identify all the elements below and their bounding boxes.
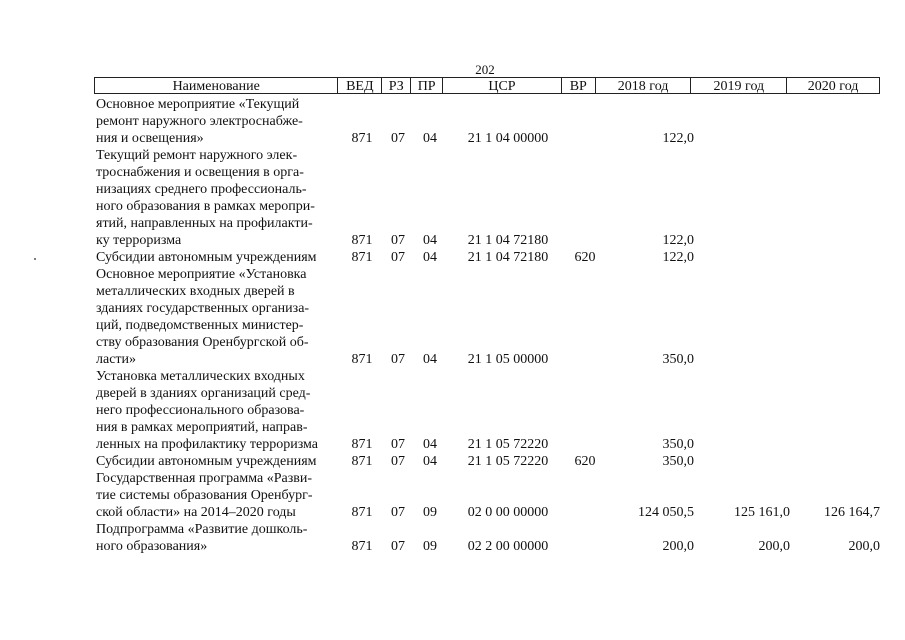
row-name: Подпрограмма «Развитие дошколь- ного образования»	[96, 522, 308, 554]
row-csr: 02 2 00 00000	[467, 539, 549, 554]
row-ved: 871	[351, 233, 373, 248]
row-name: Текущий ремонт наружного элек- троснабжения и освещения в орга- низациях среднего профессиональ- ного образования в рамках меропри- ятий, направленных на профилакти- ку терроризма	[96, 148, 315, 248]
row-2019: 125 161,0	[734, 505, 790, 520]
header-2018: 2018 год	[596, 78, 692, 93]
table-row	[96, 453, 880, 470]
row-ved: 871	[351, 454, 373, 469]
row-name: Государственная программа «Разви- тие системы образования Оренбург- ской области» на 2014–2020 годы	[96, 471, 313, 520]
table-row	[96, 521, 880, 555]
row-ved: 871	[351, 539, 373, 554]
row-2019: 200,0	[758, 539, 790, 554]
row-pr: 09	[423, 539, 437, 554]
row-vr: 620	[574, 250, 596, 265]
row-2018: 350,0	[662, 454, 694, 469]
table-header	[94, 77, 880, 94]
table-row	[96, 147, 880, 249]
row-ved: 871	[351, 437, 373, 452]
row-2018: 122,0	[662, 131, 694, 146]
row-ved: 871	[351, 505, 373, 520]
header-csr: ЦСР	[443, 78, 562, 93]
table-row	[96, 368, 880, 453]
row-rz: 07	[391, 437, 405, 452]
row-name: Субсидии автономным учреждениям	[96, 250, 317, 265]
header-2020: 2020 год	[807, 79, 859, 94]
row-pr: 09	[423, 505, 437, 520]
row-ved: 871	[351, 131, 373, 146]
row-pr: 04	[423, 250, 437, 265]
header-rz: РЗ	[382, 78, 411, 93]
page-number: 202	[475, 62, 495, 77]
row-csr: 21 1 05 00000	[467, 352, 549, 367]
row-vr: 620	[574, 454, 596, 469]
row-ved: 871	[351, 352, 373, 367]
row-2018: 200,0	[662, 539, 694, 554]
row-name: Субсидии автономным учреждениям	[96, 454, 317, 469]
row-2018: 122,0	[662, 250, 694, 265]
header-ved: ВЕД	[338, 78, 382, 93]
table-row	[96, 470, 880, 521]
table-row	[96, 266, 880, 368]
row-ved: 871	[351, 250, 373, 265]
row-name: Основное мероприятие «Текущий ремонт наружного электроснабже- ния и освещения»	[96, 97, 303, 146]
row-rz: 07	[391, 505, 405, 520]
row-2020: 200,0	[848, 539, 880, 554]
row-2018: 350,0	[662, 352, 694, 367]
row-2018: 122,0	[662, 233, 694, 248]
row-rz: 07	[391, 454, 405, 469]
row-rz: 07	[391, 233, 405, 248]
row-csr: 21 1 05 72220	[467, 437, 549, 452]
header-vr: ВР	[562, 78, 596, 93]
row-csr: 21 1 04 00000	[467, 131, 549, 146]
row-pr: 04	[423, 233, 437, 248]
row-2018: 350,0	[662, 437, 694, 452]
row-2018: 124 050,5	[638, 505, 694, 520]
row-pr: 04	[423, 437, 437, 452]
row-rz: 07	[391, 539, 405, 554]
row-pr: 04	[423, 131, 437, 146]
row-rz: 07	[391, 352, 405, 367]
row-2020: 126 164,7	[824, 505, 880, 520]
row-csr: 21 1 04 72180	[467, 250, 549, 265]
row-csr: 21 1 04 72180	[467, 233, 549, 248]
table-body	[96, 96, 880, 555]
row-name: Основное мероприятие «Установка металлических входных дверей в зданиях государственных организа- ций, подведомственных министер- ству образования Оренбургской об- ласти»	[96, 267, 310, 367]
row-csr: 02 0 00 00000	[467, 505, 549, 520]
table-row	[96, 249, 880, 266]
row-pr: 04	[423, 454, 437, 469]
row-rz: 07	[391, 250, 405, 265]
header-pr: ПР	[411, 78, 443, 93]
header-name: Наименование	[95, 78, 338, 93]
scan-speck	[34, 258, 36, 260]
row-rz: 07	[391, 131, 405, 146]
row-csr: 21 1 05 72220	[467, 454, 549, 469]
row-pr: 04	[423, 352, 437, 367]
header-2019: 2019 год	[691, 78, 787, 93]
table-row	[96, 96, 880, 147]
row-name: Установка металлических входных дверей в зданиях организаций сред- него профессионального образова- ния в рамках мероприятий, направ- ленных на профилактику терроризма	[96, 369, 319, 452]
